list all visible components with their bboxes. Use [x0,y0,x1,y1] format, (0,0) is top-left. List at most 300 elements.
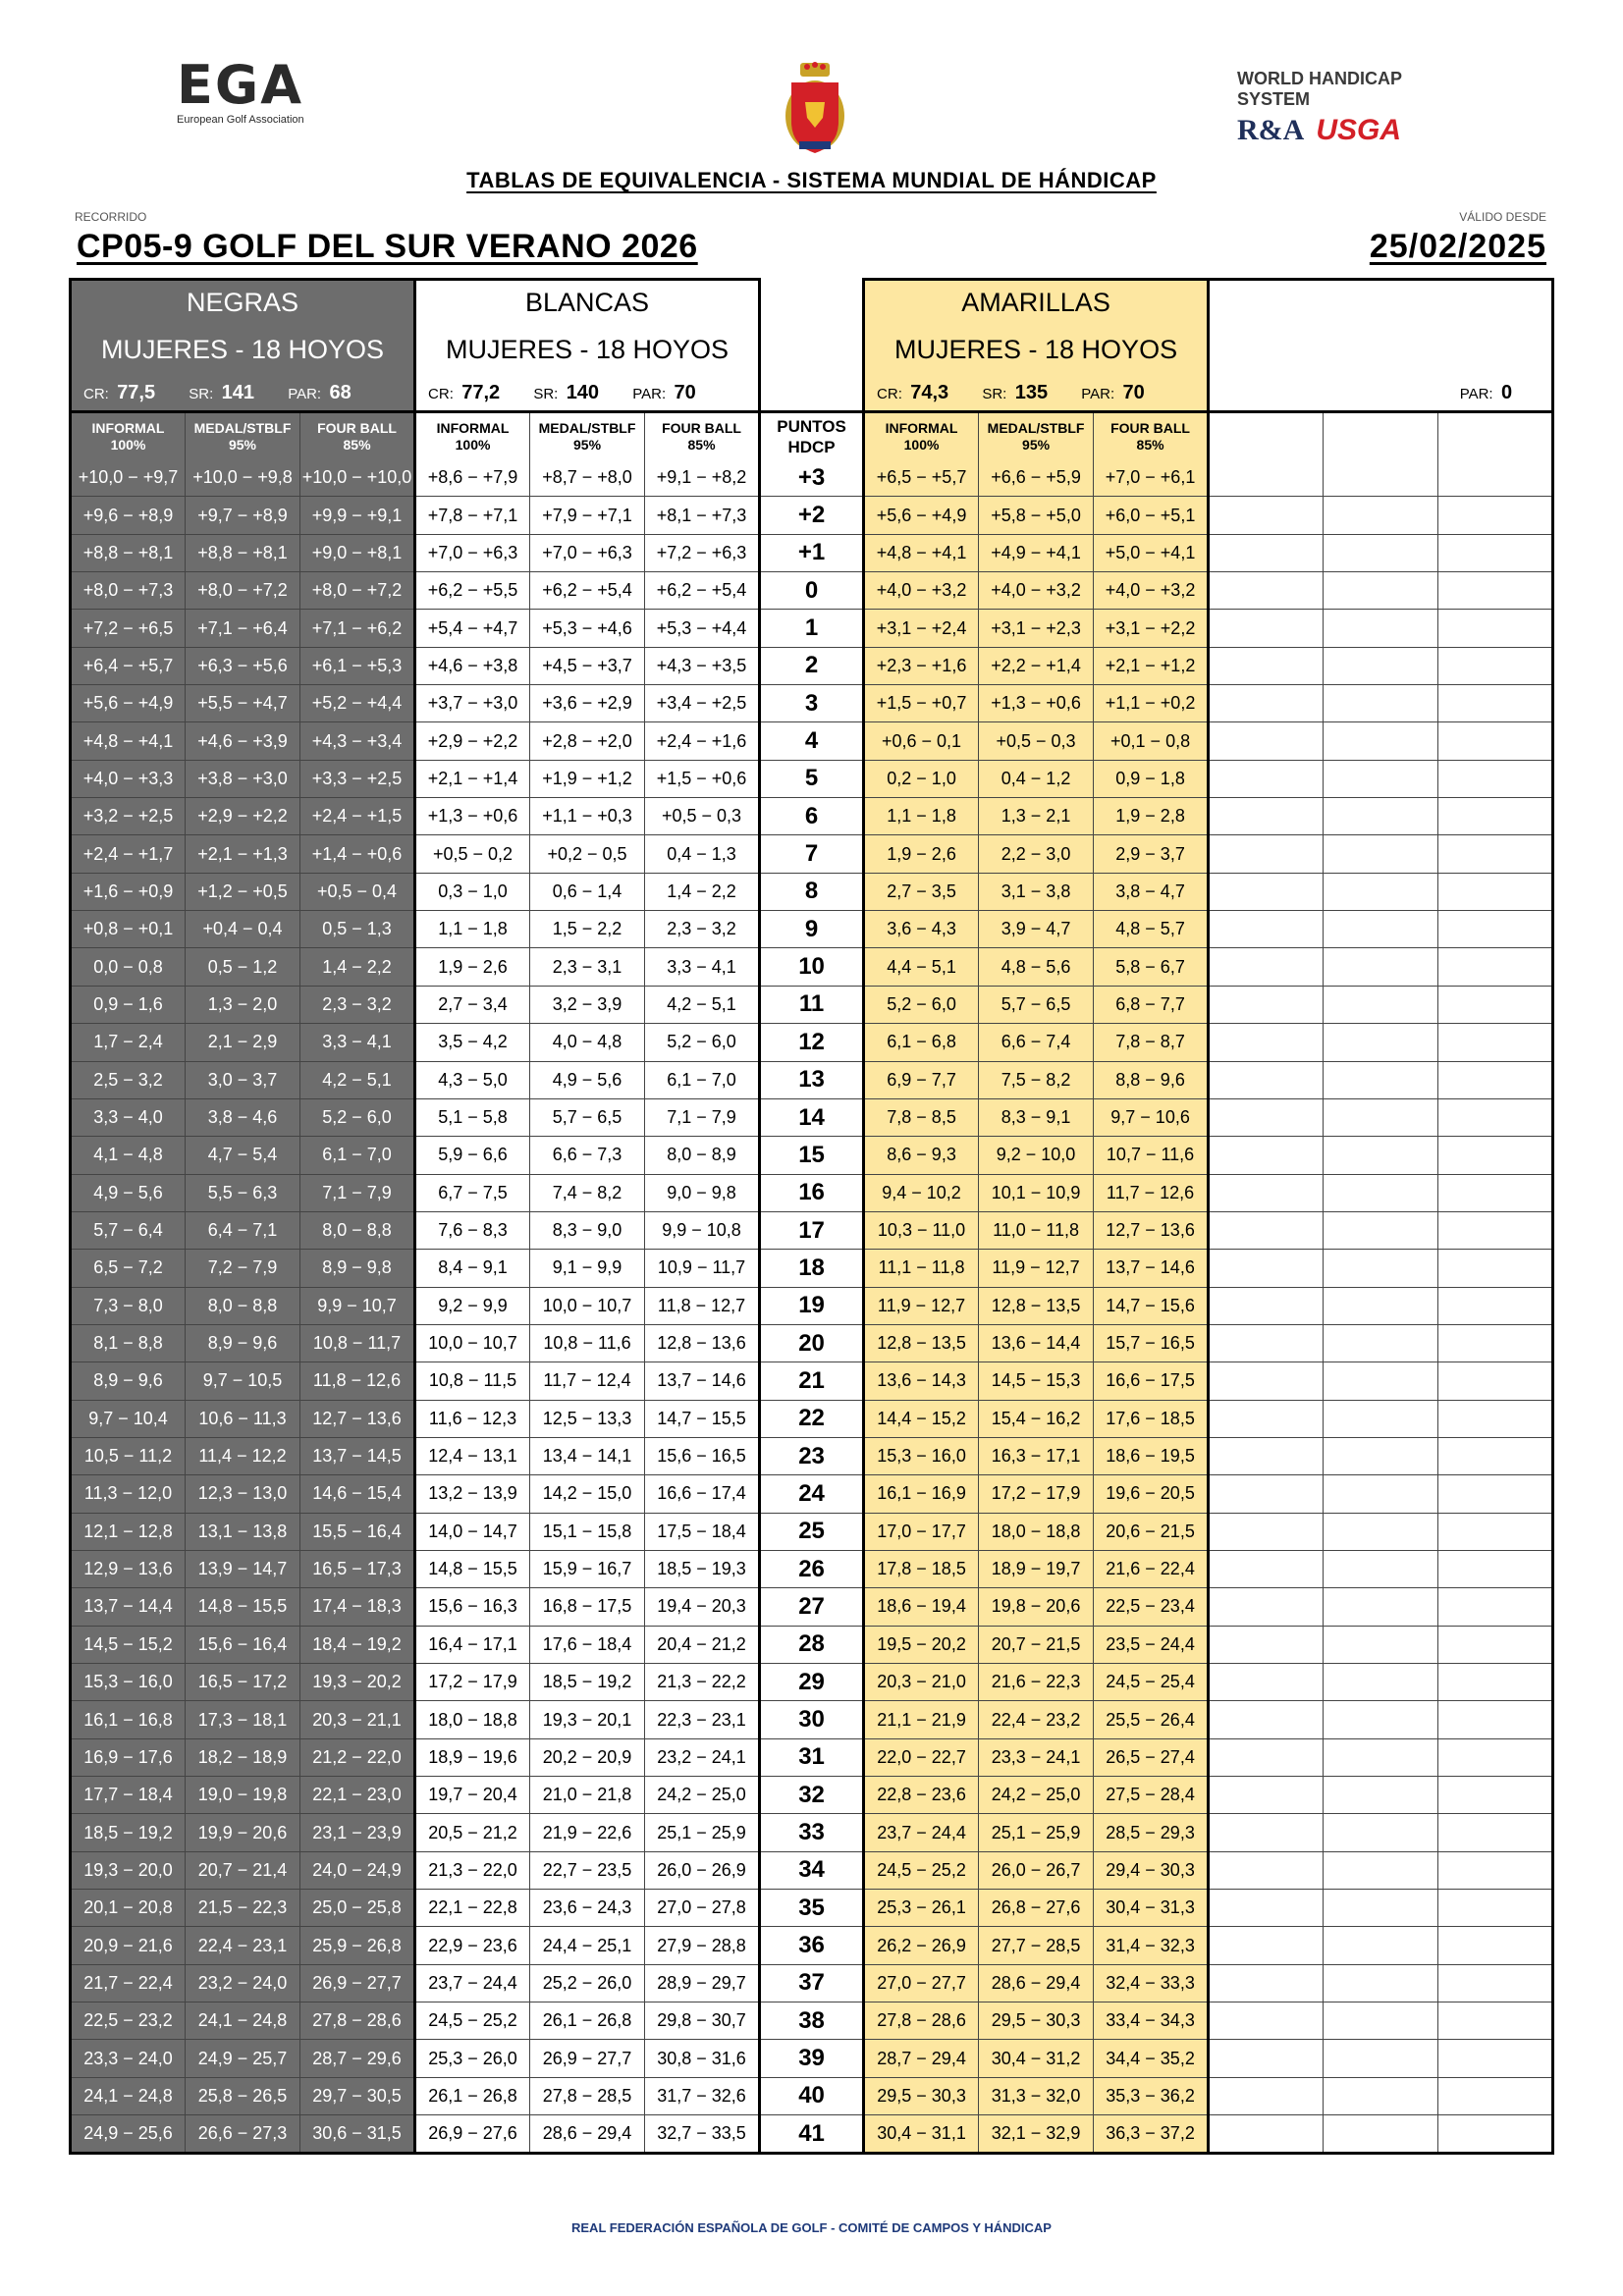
puntos-hdcp-cell: 28 [760,1626,864,1663]
negras-medal-cell: 1,3 − 2,0 [186,986,300,1023]
amarillas-fourball-cell: 34,4 − 35,2 [1094,2040,1209,2077]
negras-informal-cell: 8,9 − 9,6 [71,1362,186,1400]
negras-fourball-cell: 7,1 − 7,9 [300,1174,415,1211]
blancas-medal-cell: +7,0 − +6,3 [530,534,645,571]
blancas-fourball-cell: 6,1 − 7,0 [645,1061,760,1098]
empty-cell [1324,572,1438,610]
negras-medal-cell: 16,5 − 17,2 [186,1664,300,1701]
blancas-fourball-cell: +5,3 − +4,4 [645,610,760,647]
amarillas-medal-cell: +1,3 − +0,6 [979,685,1094,722]
amarillas-medal-cell: 19,8 − 20,6 [979,1588,1094,1626]
amarillas-fourball-cell: 14,7 − 15,6 [1094,1287,1209,1324]
negras-informal-cell: +0,8 − +0,1 [71,911,186,948]
negras-fourball-cell: +6,1 − +5,3 [300,647,415,684]
amarillas-informal-cell: 12,8 − 13,5 [864,1324,979,1362]
negras-informal-cell: +8,0 − +7,3 [71,572,186,610]
blancas-informal-cell: 2,7 − 3,4 [415,986,530,1023]
blancas-medal-cell: 26,9 − 27,7 [530,2040,645,2077]
empty-cell [1324,1664,1438,1701]
blancas-medal-cell: 4,9 − 5,6 [530,1061,645,1098]
blancas-medal-cell: 5,7 − 6,5 [530,1098,645,1136]
valid-date: 25/02/2025 [1369,228,1546,265]
empty-cell [1209,1137,1324,1174]
negras-fourball-cell: +5,2 − +4,4 [300,685,415,722]
empty-cell [1209,2002,1324,2040]
blancas-medal-cell: 27,8 − 28,5 [530,2077,645,2114]
amarillas-informal-cell: 7,8 − 8,5 [864,1098,979,1136]
negras-informal-cell: 1,7 − 2,4 [71,1024,186,1061]
puntos-hdcp-cell: 17 [760,1211,864,1249]
negras-medal-cell: 12,3 − 13,0 [186,1475,300,1513]
table-row [71,1174,1553,1211]
puntos-hdcp-cell: 33 [760,1814,864,1851]
puntos-hdcp-cell: 38 [760,2002,864,2040]
blancas-medal-cell: 13,4 − 14,1 [530,1437,645,1474]
amarillas-informal-cell: 20,3 − 21,0 [864,1664,979,1701]
empty-cell [1438,1927,1553,1964]
empty-cell [1209,873,1324,910]
amarillas-medal-cell: 32,1 − 32,9 [979,2115,1094,2154]
amarillas-fourball-cell: +0,1 − 0,8 [1094,722,1209,760]
negras-informal-cell: 24,1 − 24,8 [71,2077,186,2114]
negras-fourball-cell: +4,3 − +3,4 [300,722,415,760]
amarillas-medal-cell: 22,4 − 23,2 [979,1701,1094,1738]
amarillas-fourball-cell: +6,0 − +5,1 [1094,497,1209,534]
empty-cell [1324,1777,1438,1814]
amarillas-medal-cell: +6,6 − +5,9 [979,459,1094,497]
puntos-hdcp-cell: 9 [760,911,864,948]
empty-cell [1438,911,1553,948]
amarillas-medal-cell: 11,0 − 11,8 [979,1211,1094,1249]
negras-medal-cell: 3,0 − 3,7 [186,1061,300,1098]
col-header-fourball: FOUR BALL 85% [1094,412,1209,460]
negras-informal-cell: 15,3 − 16,0 [71,1664,186,1701]
empty-cell [1209,1626,1324,1663]
table-row [71,1588,1553,1626]
blancas-fourball-cell: 2,3 − 3,2 [645,911,760,948]
negras-fourball-cell: 22,1 − 23,0 [300,1777,415,1814]
empty-cell [1209,798,1324,835]
negras-fourball-cell: 3,3 − 4,1 [300,1024,415,1061]
table-row [71,1626,1553,1663]
empty-cell [1438,2002,1553,2040]
negras-fourball-cell: 29,7 − 30,5 [300,2077,415,2114]
empty-cell [1324,1701,1438,1738]
blancas-fourball-cell: 15,6 − 16,5 [645,1437,760,1474]
blancas-medal-cell: +6,2 − +5,4 [530,572,645,610]
tee-ratings-row [71,375,1553,412]
whs-logo-title: WORLD HANDICAP SYSTEM [1237,69,1402,109]
negras-medal-cell: 20,7 − 21,4 [186,1851,300,1889]
amarillas-informal-cell: 21,1 − 21,9 [864,1701,979,1738]
puntos-hdcp-cell: 27 [760,1588,864,1626]
amarillas-informal-cell: 8,6 − 9,3 [864,1137,979,1174]
blancas-medal-cell: 10,0 − 10,7 [530,1287,645,1324]
amarillas-medal-cell: 25,1 − 25,9 [979,1814,1094,1851]
amarillas-informal-cell: 30,4 − 31,1 [864,2115,979,2154]
empty-cell [1324,1098,1438,1136]
amarillas-fourball-cell: 6,8 − 7,7 [1094,986,1209,1023]
negras-medal-cell: +5,5 − +4,7 [186,685,300,722]
puntos-hdcp-cell: 30 [760,1701,864,1738]
rfeg-crest-icon [766,61,864,159]
empty-cell [1438,835,1553,873]
empty-cell [1324,459,1438,497]
table-row [71,1362,1553,1400]
empty-cell [1438,685,1553,722]
ega-logo [177,54,334,133]
negras-informal-cell: +4,0 − +3,3 [71,760,186,797]
empty-cell [1324,534,1438,571]
empty-cell [1209,2040,1324,2077]
negras-fourball-cell: 28,7 − 29,6 [300,2040,415,2077]
puntos-hdcp-cell: 25 [760,1513,864,1550]
puntos-hdcp-cell: 20 [760,1324,864,1362]
empty-cell [1209,1400,1324,1437]
empty-cell [1324,2002,1438,2040]
negras-fourball-cell: 17,4 − 18,3 [300,1588,415,1626]
negras-fourball-cell: 5,2 − 6,0 [300,1098,415,1136]
blancas-informal-cell: +1,3 − +0,6 [415,798,530,835]
empty-cell [1209,497,1324,534]
col-header-informal: INFORMAL 100% [71,412,186,460]
puntos-hdcp-cell: 14 [760,1098,864,1136]
amarillas-informal-cell: 6,1 − 6,8 [864,1024,979,1061]
empty-cell [1324,1890,1438,1927]
col-header-empty [1209,412,1324,460]
amarillas-informal-cell: 27,8 − 28,6 [864,2002,979,2040]
puntos-hdcp-cell: 16 [760,1174,864,1211]
blancas-informal-cell: 16,4 − 17,1 [415,1626,530,1663]
amarillas-fourball-cell: 17,6 − 18,5 [1094,1400,1209,1437]
blancas-medal-cell: +3,6 − +2,9 [530,685,645,722]
empty-cell [1209,722,1324,760]
puntos-hdcp-cell: 32 [760,1777,864,1814]
empty-cell [1324,685,1438,722]
empty-cell [1324,1287,1438,1324]
tee-sub-blancas: MUJERES - 18 HOYOS [415,324,760,375]
blancas-informal-cell: 3,5 − 4,2 [415,1024,530,1061]
empty-cell [1324,2077,1438,2114]
empty-cell [1438,948,1553,986]
negras-fourball-cell: +9,0 − +8,1 [300,534,415,571]
amarillas-medal-cell: 5,7 − 6,5 [979,986,1094,1023]
table-row [71,1851,1553,1889]
blancas-fourball-cell: 25,1 − 25,9 [645,1814,760,1851]
blancas-fourball-cell: 19,4 − 20,3 [645,1588,760,1626]
empty-cell [1209,1890,1324,1927]
amarillas-fourball-cell: 25,5 − 26,4 [1094,1701,1209,1738]
blancas-informal-cell: 26,9 − 27,6 [415,2115,530,2154]
negras-informal-cell: 7,3 − 8,0 [71,1287,186,1324]
empty-cell [1209,1250,1324,1287]
blancas-medal-cell: 0,6 − 1,4 [530,873,645,910]
negras-informal-cell: +8,8 − +8,1 [71,534,186,571]
negras-informal-cell: +5,6 − +4,9 [71,685,186,722]
amarillas-informal-cell: +5,6 − +4,9 [864,497,979,534]
amarillas-fourball-cell: 0,9 − 1,8 [1094,760,1209,797]
amarillas-medal-cell: 28,6 − 29,4 [979,1964,1094,2002]
negras-fourball-cell: 26,9 − 27,7 [300,1964,415,2002]
empty-cell [1209,534,1324,571]
blancas-fourball-cell: 27,9 − 28,8 [645,1927,760,1964]
empty-cell [1209,1550,1324,1587]
negras-medal-cell: +8,0 − +7,2 [186,572,300,610]
amarillas-informal-cell: 22,8 − 23,6 [864,1777,979,1814]
blancas-fourball-cell: 14,7 − 15,5 [645,1400,760,1437]
blancas-fourball-cell: 18,5 − 19,3 [645,1550,760,1587]
negras-fourball-cell: 0,5 − 1,3 [300,911,415,948]
amarillas-informal-cell: +4,8 − +4,1 [864,534,979,571]
table-row [71,459,1553,497]
blancas-informal-cell: 9,2 − 9,9 [415,1287,530,1324]
empty-cell [1438,2115,1553,2154]
amarillas-informal-cell: 1,1 − 1,8 [864,798,979,835]
empty-cell [1438,1626,1553,1663]
blancas-informal-cell: 24,5 − 25,2 [415,2002,530,2040]
amarillas-informal-cell: 13,6 − 14,3 [864,1362,979,1400]
negras-medal-cell: 6,4 − 7,1 [186,1211,300,1249]
amarillas-medal-cell: 14,5 − 15,3 [979,1362,1094,1400]
amarillas-informal-cell: 10,3 − 11,0 [864,1211,979,1249]
amarillas-medal-cell: +2,2 − +1,4 [979,647,1094,684]
empty-cell [1438,2040,1553,2077]
table-row [71,1098,1553,1136]
negras-fourball-cell: +0,5 − 0,4 [300,873,415,910]
equivalence-table [69,278,1554,2155]
amarillas-medal-cell: +0,5 − 0,3 [979,722,1094,760]
table-row [71,873,1553,910]
table-row [71,1211,1553,1249]
empty-cell [1324,1475,1438,1513]
blancas-fourball-cell: +4,3 − +3,5 [645,647,760,684]
negras-fourball-cell: 14,6 − 15,4 [300,1475,415,1513]
blancas-informal-cell: 4,3 − 5,0 [415,1061,530,1098]
table-row [71,1777,1553,1814]
amarillas-fourball-cell: 27,5 − 28,4 [1094,1777,1209,1814]
blancas-medal-cell: +7,9 − +7,1 [530,497,645,534]
puntos-hdcp-cell: 3 [760,685,864,722]
negras-informal-cell: 16,9 − 17,6 [71,1738,186,1776]
blancas-medal-cell: +5,3 − +4,6 [530,610,645,647]
spacer-cell [760,280,864,325]
negras-informal-cell: 4,1 − 4,8 [71,1137,186,1174]
negras-medal-cell: 7,2 − 7,9 [186,1250,300,1287]
blancas-informal-cell: 7,6 − 8,3 [415,1211,530,1249]
table-row [71,1550,1553,1587]
footer-text: REAL FEDERACIÓN ESPAÑOLA DE GOLF - COMITÉ DE CAMPOS Y HÁNDICAP [571,2220,1052,2235]
blancas-medal-cell: 1,5 − 2,2 [530,911,645,948]
recorrido-label: RECORRIDO [75,210,147,224]
negras-informal-cell: 10,5 − 11,2 [71,1437,186,1474]
col-header-empty [1324,412,1438,460]
col-header-medal: MEDAL/STBLF 95% [186,412,300,460]
empty-cell [1438,1400,1553,1437]
blancas-informal-cell: 1,9 − 2,6 [415,948,530,986]
empty-cell [1209,459,1324,497]
negras-medal-cell: 25,8 − 26,5 [186,2077,300,2114]
blancas-informal-cell: 22,1 − 22,8 [415,1890,530,1927]
table-row [71,2002,1553,2040]
negras-fourball-cell: 23,1 − 23,9 [300,1814,415,1851]
amarillas-fourball-cell: 19,6 − 20,5 [1094,1475,1209,1513]
negras-medal-cell: +9,7 − +8,9 [186,497,300,534]
blancas-informal-cell: 17,2 − 17,9 [415,1664,530,1701]
empty-cell [1438,610,1553,647]
blancas-medal-cell: 26,1 − 26,8 [530,2002,645,2040]
empty-cell [1324,1437,1438,1474]
blancas-fourball-cell: 5,2 − 6,0 [645,1024,760,1061]
tee-ratings-negras: CR: 77,5 SR: 141 PAR: 68 [71,375,415,412]
empty-cell [1209,1851,1324,1889]
negras-fourball-cell: 16,5 − 17,3 [300,1550,415,1587]
blancas-fourball-cell: +8,1 − +7,3 [645,497,760,534]
negras-medal-cell: 21,5 − 22,3 [186,1890,300,1927]
table-row [71,1701,1553,1738]
empty-cell [1324,1513,1438,1550]
table-row [71,497,1553,534]
amarillas-informal-cell: 4,4 − 5,1 [864,948,979,986]
negras-fourball-cell: 13,7 − 14,5 [300,1437,415,1474]
empty-cell [1324,1250,1438,1287]
empty-cell [1209,1174,1324,1211]
empty-cell [1438,1701,1553,1738]
empty-cell [1324,2115,1438,2154]
amarillas-fourball-cell: 20,6 − 21,5 [1094,1513,1209,1550]
table-row [71,1814,1553,1851]
negras-medal-cell: 3,8 − 4,6 [186,1098,300,1136]
amarillas-medal-cell: 8,3 − 9,1 [979,1098,1094,1136]
ra-logo: R&A [1237,114,1305,146]
blancas-medal-cell: 9,1 − 9,9 [530,1250,645,1287]
amarillas-fourball-cell: 29,4 − 30,3 [1094,1851,1209,1889]
ega-logo-subtitle: European Golf Association [177,114,304,126]
empty-cell [1209,1362,1324,1400]
empty-cell [1438,1890,1553,1927]
empty-cell [1324,1400,1438,1437]
empty-cell [1324,1061,1438,1098]
amarillas-medal-cell: 26,0 − 26,7 [979,1851,1094,1889]
amarillas-medal-cell: 30,4 − 31,2 [979,2040,1094,2077]
negras-informal-cell: +2,4 − +1,7 [71,835,186,873]
empty-cell [1438,798,1553,835]
spacer-cell [760,324,864,375]
blancas-fourball-cell: 20,4 − 21,2 [645,1626,760,1663]
empty-cell [1209,1738,1324,1776]
puntos-hdcp-cell: 1 [760,610,864,647]
blancas-informal-cell: 8,4 − 9,1 [415,1250,530,1287]
amarillas-informal-cell: 15,3 − 16,0 [864,1437,979,1474]
empty-cell [1438,647,1553,684]
amarillas-fourball-cell: 30,4 − 31,3 [1094,1890,1209,1927]
empty-cell [1438,1211,1553,1249]
table-row [71,798,1553,835]
tee-sub-row [71,324,1553,375]
empty-cell [1209,1964,1324,2002]
amarillas-informal-cell: 2,7 − 3,5 [864,873,979,910]
amarillas-medal-cell: 11,9 − 12,7 [979,1250,1094,1287]
blancas-informal-cell: +5,4 − +4,7 [415,610,530,647]
blancas-medal-cell: 12,5 − 13,3 [530,1400,645,1437]
amarillas-medal-cell: 15,4 − 16,2 [979,1400,1094,1437]
blancas-medal-cell: 8,3 − 9,0 [530,1211,645,1249]
empty-cell [1209,1814,1324,1851]
negras-medal-cell: 19,0 − 19,8 [186,1777,300,1814]
amarillas-informal-cell: +4,0 − +3,2 [864,572,979,610]
blancas-medal-cell: 21,0 − 21,8 [530,1777,645,1814]
blancas-medal-cell: 6,6 − 7,3 [530,1137,645,1174]
amarillas-medal-cell: 16,3 − 17,1 [979,1437,1094,1474]
whs-logo-marks [1237,114,1453,147]
amarillas-medal-cell: +5,8 − +5,0 [979,497,1094,534]
negras-medal-cell: 24,9 − 25,7 [186,2040,300,2077]
tee-ratings-blancas: CR: 77,2 SR: 140 PAR: 70 [415,375,760,412]
puntos-hdcp-cell: 11 [760,986,864,1023]
blancas-medal-cell: 28,6 − 29,4 [530,2115,645,2154]
amarillas-fourball-cell: 26,5 − 27,4 [1094,1738,1209,1776]
amarillas-fourball-cell: +1,1 − +0,2 [1094,685,1209,722]
amarillas-medal-cell: 6,6 − 7,4 [979,1024,1094,1061]
blancas-medal-cell: 2,3 − 3,1 [530,948,645,986]
negras-medal-cell: +7,1 − +6,4 [186,610,300,647]
blancas-fourball-cell: 29,8 − 30,7 [645,2002,760,2040]
negras-informal-cell: 9,7 − 10,4 [71,1400,186,1437]
negras-medal-cell: 26,6 − 27,3 [186,2115,300,2154]
negras-medal-cell: 19,9 − 20,6 [186,1814,300,1851]
negras-medal-cell: 8,0 − 8,8 [186,1287,300,1324]
blancas-medal-cell: +2,8 − +2,0 [530,722,645,760]
empty-cell [1209,610,1324,647]
amarillas-informal-cell: +3,1 − +2,4 [864,610,979,647]
col-header-informal: INFORMAL 100% [415,412,530,460]
blancas-medal-cell: 24,4 − 25,1 [530,1927,645,1964]
amarillas-fourball-cell: +3,1 − +2,2 [1094,610,1209,647]
par-value: 70 [1122,381,1145,403]
puntos-hdcp-cell: 41 [760,2115,864,2154]
puntos-hdcp-cell: 10 [760,948,864,986]
amarillas-medal-cell: 9,2 − 10,0 [979,1137,1094,1174]
negras-informal-cell: 20,9 − 21,6 [71,1927,186,1964]
empty-cell [1438,1250,1553,1287]
tee-name-empty [1209,280,1553,325]
amarillas-medal-cell: 13,6 − 14,4 [979,1324,1094,1362]
blancas-fourball-cell: 10,9 − 11,7 [645,1250,760,1287]
cr-value: 77,5 [117,381,156,403]
empty-cell [1438,572,1553,610]
sr-value: 140 [566,381,600,403]
negras-fourball-cell: 18,4 − 19,2 [300,1626,415,1663]
negras-informal-cell: +1,6 − +0,9 [71,873,186,910]
blancas-fourball-cell: 12,8 − 13,6 [645,1324,760,1362]
blancas-fourball-cell: 16,6 − 17,4 [645,1475,760,1513]
negras-medal-cell: +6,3 − +5,6 [186,647,300,684]
puntos-hdcp-cell: 40 [760,2077,864,2114]
amarillas-medal-cell: 24,2 − 25,0 [979,1777,1094,1814]
blancas-fourball-cell: 13,7 − 14,6 [645,1362,760,1400]
usga-logo: USGA [1316,114,1402,146]
negras-fourball-cell: +9,9 − +9,1 [300,497,415,534]
puntos-hdcp-cell: 19 [760,1287,864,1324]
empty-cell [1209,1701,1324,1738]
blancas-informal-cell: 12,4 − 13,1 [415,1437,530,1474]
par-value: 0 [1500,381,1513,403]
negras-medal-cell: 22,4 − 23,1 [186,1927,300,1964]
negras-fourball-cell: 10,8 − 11,7 [300,1324,415,1362]
empty-cell [1209,760,1324,797]
empty-cell [1209,1061,1324,1098]
negras-fourball-cell: 4,2 − 5,1 [300,1061,415,1098]
negras-informal-cell: 24,9 − 25,6 [71,2115,186,2154]
